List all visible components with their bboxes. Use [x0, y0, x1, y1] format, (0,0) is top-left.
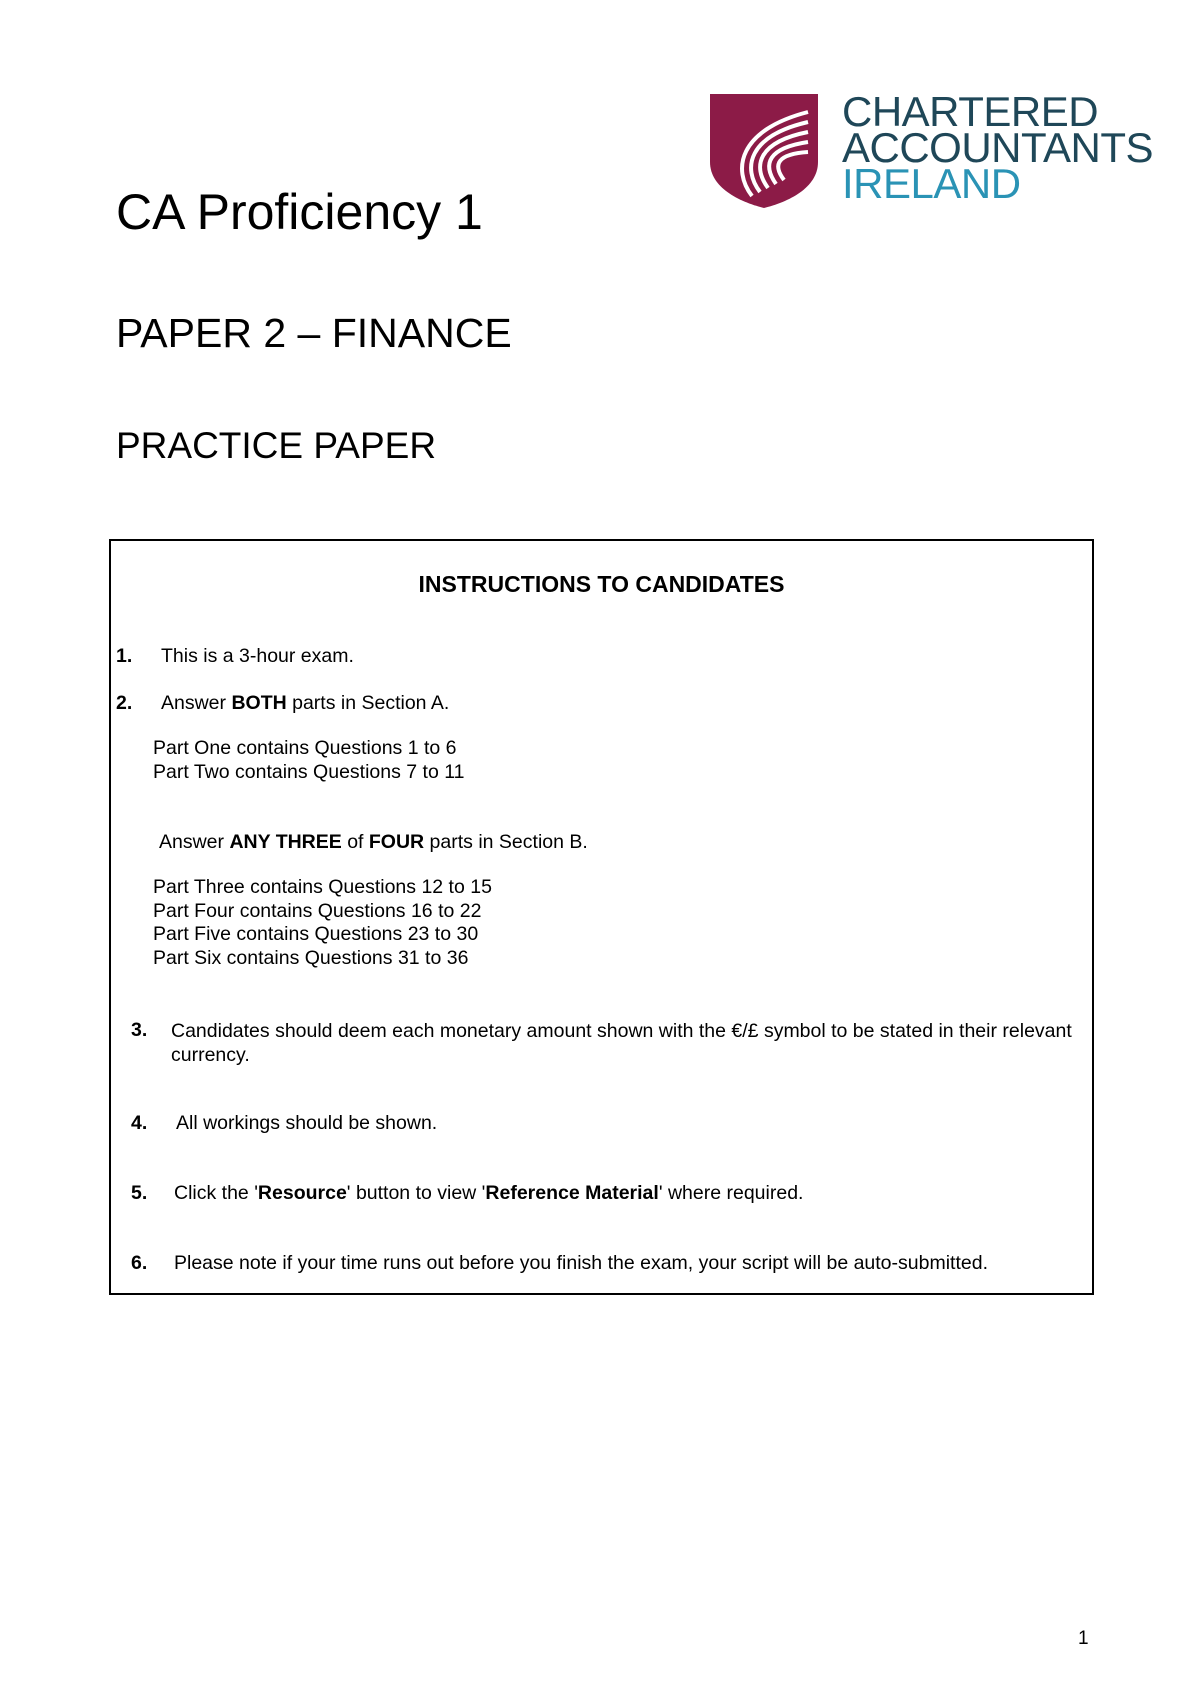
document-title: CA Proficiency 1: [116, 184, 483, 240]
list-item: Part Six contains Questions 31 to 36: [153, 946, 469, 969]
instruction-text: This is a 3-hour exam.: [161, 645, 354, 667]
page-number: 1: [1078, 1628, 1089, 1649]
instruction-number: 2.: [116, 692, 133, 714]
logo-text-accountants: ACCOUNTANTS: [842, 124, 1154, 171]
paper-title: PAPER 2 – FINANCE: [116, 310, 512, 356]
instruction-number: 5.: [131, 1182, 148, 1204]
list-item: Part One contains Questions 1 to 6: [153, 737, 457, 759]
instructions-box: [109, 539, 1094, 1295]
instructions-heading: INSTRUCTIONS TO CANDIDATES: [418, 571, 785, 597]
section-a-parts-list: [153, 737, 464, 784]
section-b-instruction: Answer ANY THREE of FOUR parts in Section B.: [159, 831, 588, 853]
section-b-parts-list: [153, 876, 492, 970]
chartered-accountants-ireland-logo: [708, 88, 1154, 212]
instruction-number: 6.: [131, 1252, 148, 1274]
logo-text-ireland: IRELAND: [842, 160, 1021, 207]
paper-subtitle: PRACTICE PAPER: [116, 425, 437, 466]
instruction-text: Candidates should deem each monetary amount shown with the €/£ symbol to be stated in their relevant currency.: [171, 1020, 1072, 1066]
list-item: Part Four contains Questions 16 to 22: [153, 899, 482, 922]
instruction-number: 3.: [131, 1019, 148, 1041]
instruction-text: All workings should be shown.: [176, 1112, 438, 1134]
instruction-number: 4.: [131, 1112, 148, 1134]
instruction-text: Click the 'Resource' button to view 'Reference Material' where required.: [174, 1182, 804, 1204]
list-item: Part Three contains Questions 12 to 15: [153, 876, 492, 898]
instruction-number: 1.: [116, 645, 133, 667]
list-item: Part Two contains Questions 7 to 11: [153, 760, 465, 783]
logo-text-chartered: CHARTERED: [842, 88, 1099, 135]
instruction-text: Answer BOTH parts in Section A.: [161, 692, 450, 714]
shield-emblem-icon: [708, 92, 820, 210]
instruction-text: Please note if your time runs out before you finish the exam, your script will be auto-submitted.: [174, 1252, 988, 1274]
list-item: Part Five contains Questions 23 to 30: [153, 923, 479, 945]
